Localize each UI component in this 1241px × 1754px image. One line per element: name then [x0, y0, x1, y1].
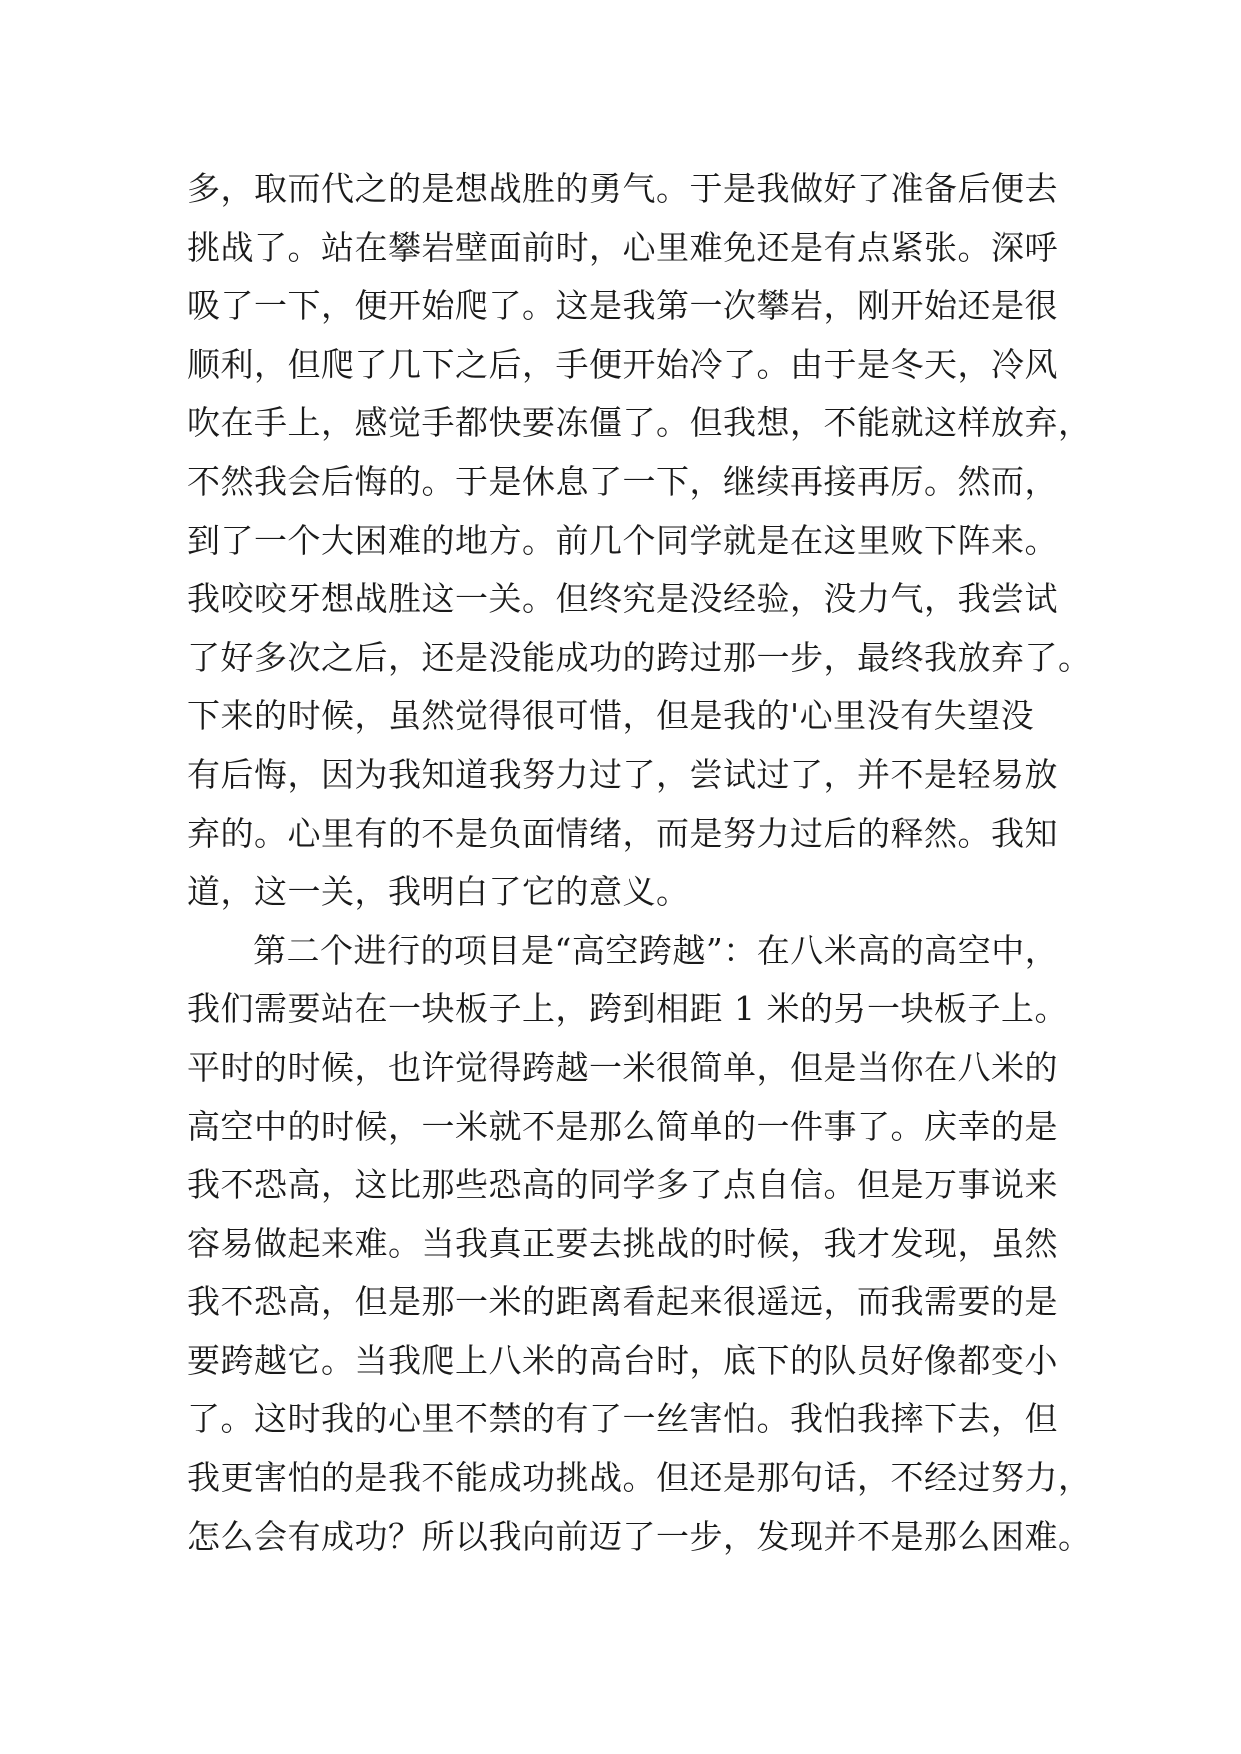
- text-line: 容易做起来难。当我真正要去挑战的时候，我才发现，虽然: [187, 1223, 1058, 1263]
- text-line: 要跨越它。当我爬上八米的高台时，底下的队员好像都变小: [187, 1340, 1058, 1380]
- body-text: [187, 160, 1092, 1566]
- text-line: 多，取而代之的是想战胜的勇气。于是我做好了准备后便去: [187, 169, 1058, 208]
- text-line: 高空中的时候，一米就不是那么简单的一件事了。庆幸的是: [187, 1106, 1058, 1146]
- text-line: 我不恐高，但是那一米的距离看起来很遥远，而我需要的是: [187, 1282, 1058, 1322]
- text-line: 平时的时候，也许觉得跨越一米很简单，但是当你在八米的: [187, 1047, 1058, 1087]
- text-line: 道，这一关，我明白了它的意义。: [187, 872, 690, 912]
- text-line: 不然我会后悔的。于是休息了一下，继续再接再厉。然而，: [187, 461, 1058, 501]
- text-line: 吹在手上，感觉手都快要冻僵了。但我想，不能就这样放弃，: [187, 403, 1092, 443]
- text-line: 弃的。心里有的不是负面情绪，而是努力过后的释然。我知: [187, 813, 1058, 853]
- text-line: 我们需要站在一块板子上，跨到相距 1 米的另一块板子上。: [187, 989, 1068, 1029]
- text-line: 顺利，但爬了几下之后，手便开始冷了。由于是冬天，冷风: [187, 344, 1058, 384]
- text-line: 挑战了。站在攀岩壁面前时，心里难免还是有点紧张。深呼: [187, 227, 1058, 267]
- text-line: 我不恐高，这比那些恐高的同学多了点自信。但是万事说来: [187, 1165, 1058, 1205]
- text-line: 下来的时候，虽然觉得很可惜，但是我的'心里没有失望没: [187, 696, 1035, 736]
- text-line: 我咬咬牙想战胜这一关。但终究是没经验，没力气，我尝试: [187, 579, 1058, 619]
- text-line: 有后悔，因为我知道我努力过了，尝试过了，并不是轻易放: [187, 754, 1058, 794]
- text-line: 了好多次之后，还是没能成功的跨过那一步，最终我放弃了。: [187, 637, 1092, 677]
- text-line: 第二个进行的项目是“高空跨越”：在八米高的高空中，: [253, 930, 1059, 970]
- text-line: 了。这时我的心里不禁的有了一丝害怕。我怕我摔下去，但: [187, 1399, 1058, 1439]
- text-line: 到了一个大困难的地方。前几个同学就是在这里败下阵来。: [187, 520, 1058, 560]
- text-line: 怎么会有成功？所以我向前迈了一步，发现并不是那么困难。: [187, 1516, 1092, 1556]
- text-line: 吸了一下，便开始爬了。这是我第一次攀岩，刚开始还是很: [187, 286, 1058, 326]
- text-line: 我更害怕的是我不能成功挑战。但还是那句话，不经过努力，: [187, 1458, 1092, 1498]
